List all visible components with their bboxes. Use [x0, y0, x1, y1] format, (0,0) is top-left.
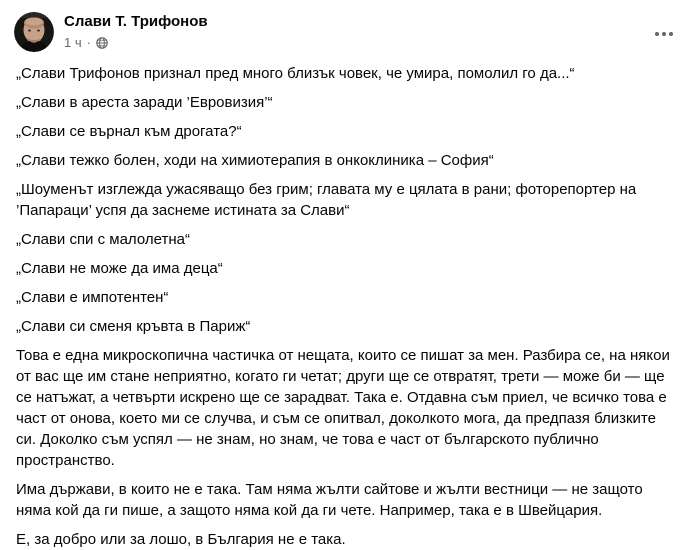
post-paragraph: Това е една микроскопична частичка от нещата, които се пишат за мен. Разбира се, на някои от вас ще им стане неприятно, когато ги четат; други ще се отвратят, трети — може би — ще се натъжат, а четвърти искрено ще се зарадват. Така е. Отдавна съм приел, че всичко това е част от онова, което ми се случва, и съм се опитвал, доколкото мога, да предпазя близките си. Доколко съм успял — не знам, но знам, че това е част от българското публично пространство. [16, 347, 674, 469]
post-paragraph: „Слави се върнал към дрогата?“ [16, 123, 242, 140]
post-body [0, 52, 696, 550]
author-name[interactable]: Слави Т. Трифонов [64, 13, 208, 30]
post-paragraph: „Слави не може да има деца“ [16, 260, 223, 277]
post-paragraph: „Шоуменът изглежда ужасяващо без грим; главата му е цялата в рани; фоторепортер на ’Папараци’ успя да заснеме истината за Слави“ [16, 181, 641, 219]
timestamp[interactable]: 1 ч [64, 35, 82, 50]
meta-separator: · [86, 34, 91, 50]
post-paragraph: Е, за добро или за лошо, в България не е така. [16, 531, 346, 548]
post-paragraph: „Слави си сменя кръвта в Париж“ [16, 318, 251, 335]
post-paragraph: „Слави Трифонов признал пред много близък човек, че умира, помолил го да...“ [16, 65, 575, 82]
header-info [64, 12, 208, 50]
post-paragraph: „Слави спи с малолетна“ [16, 231, 190, 248]
globe-icon [96, 37, 108, 49]
post-header [0, 0, 696, 52]
avatar-image [14, 12, 54, 52]
post-options-button[interactable] [648, 22, 680, 46]
post-paragraph: „Слави тежко болен, ходи на химиотерапия в онкоклиника – София“ [16, 152, 494, 169]
post-paragraph: „Слави е импотентен“ [16, 289, 169, 306]
ellipsis-dot [662, 32, 666, 36]
post-paragraph: Има държави, в които не е така. Там няма жълти сайтове и жълти вестници — не защото няма кой да ги пише, а защото няма кой да ги чете. Например, така е в Швейцария. [16, 481, 647, 519]
ellipsis-dot [669, 32, 673, 36]
post-meta [64, 35, 208, 50]
post-paragraph: „Слави в ареста заради ’Евровизия’“ [16, 94, 273, 111]
ellipsis-dot [655, 32, 659, 36]
avatar[interactable] [14, 12, 54, 52]
